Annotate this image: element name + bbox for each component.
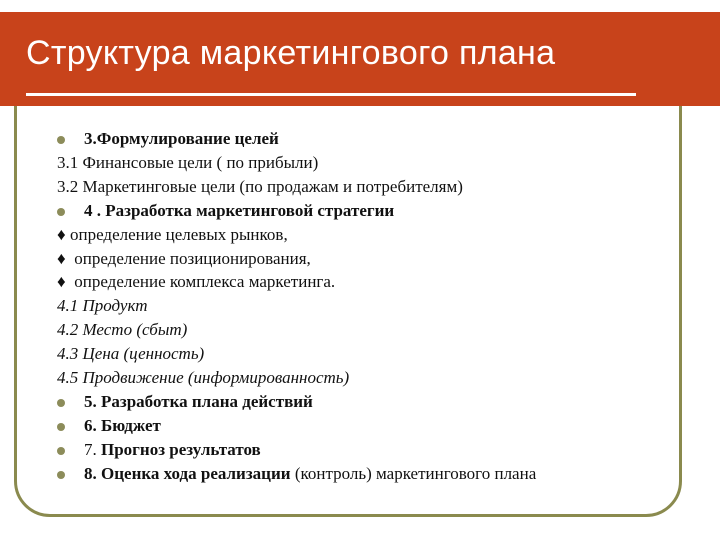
list-item [57,247,667,271]
bullet-icon [57,136,65,144]
list-item [57,342,667,366]
list-item-text: 6. Бюджет [84,415,161,435]
list-item [57,127,667,151]
list-item-text: 4.1 Продукт [57,296,148,316]
list-item-text: 4.3 Цена (ценность) [57,344,205,364]
list-item [57,270,667,294]
bullet-icon [57,471,65,479]
list-item-text: 3.2 Маркетинговые цели (по продажам и потребителям) [57,176,463,196]
bullet-icon [57,447,65,455]
list-item [57,438,667,462]
list-item-text: определение комплекса маркетинга. [74,272,336,292]
list-item-text-bold: Прогноз результатов [101,439,261,459]
list-item [57,151,667,175]
list-item [57,223,667,247]
list-item-text: 4.2 Место (сбыт) [57,320,188,340]
diamond-icon: ♦ [57,272,66,292]
bullet-icon [57,208,65,216]
list-item-text: 4 . Разработка маркетинговой стратегии [84,200,395,220]
list-item [57,175,667,199]
bullet-icon [57,423,65,431]
list-item-text: 3.Формулирование целей [84,129,279,148]
list-item [57,462,667,486]
list-item [57,318,667,342]
list-item-text: 5. Разработка плана действий [84,391,313,411]
list-item [57,294,667,318]
list-item-text: определение позиционирования, [74,248,311,268]
list-item-text: 4.5 Продвижение (информированность) [57,368,350,388]
list-item [57,366,667,390]
diamond-icon: ♦ [57,224,66,244]
diamond-icon: ♦ [57,248,66,268]
list-item [57,199,667,223]
bullet-icon [57,399,65,407]
list-item [57,390,667,414]
slide-title: Структура маркетингового плана [26,34,556,72]
list-item [57,414,667,438]
list-item-text: (контроль) маркетингового плана [290,463,537,483]
title-underline [26,93,636,96]
list-item-text: определение целевых рынков, [70,224,288,244]
list-item-text-bold: 8. Оценка хода реализации [84,463,291,483]
slide-content [57,127,667,486]
list-item-text: 7. [84,439,101,459]
list-item-text: 3.1 Финансовые цели ( по прибыли) [57,152,319,172]
